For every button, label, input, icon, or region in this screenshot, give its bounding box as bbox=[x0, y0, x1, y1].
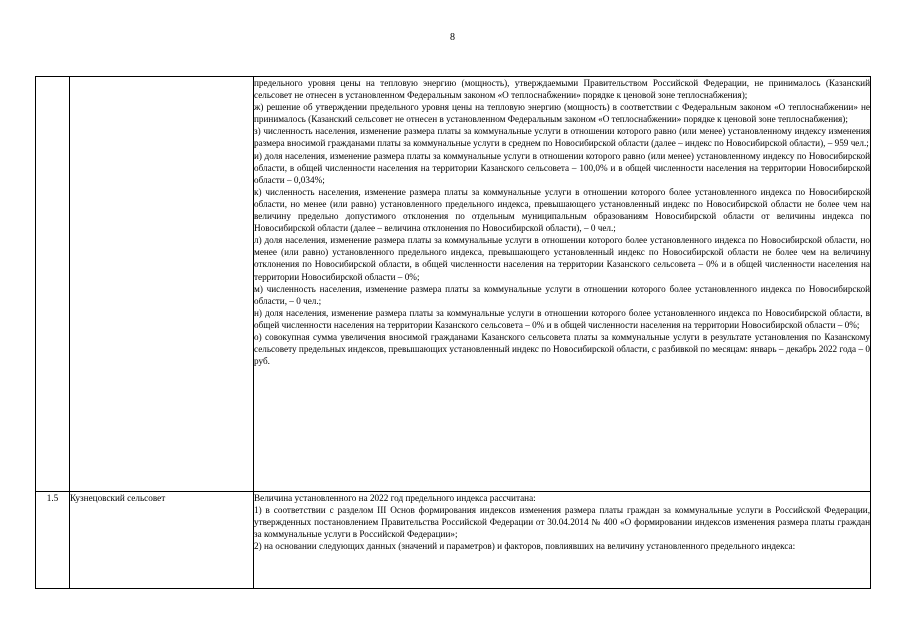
row-number-cell bbox=[36, 77, 70, 492]
paragraph: ж) решение об утверждении предельного уровня цены на тепловую энергию (мощность) в соответствии с Федеральным законом «О теплоснабжении» не принималось (Казанский сельсовет не отнесен в установленном Федеральным законом «О теплоснабжении» порядке к ценовой зоне теплоснабжения); bbox=[254, 102, 870, 125]
paragraph: н) доля населения, изменение размера платы за коммунальные услуги в отношении которого более установленного индекса по Новосибирской области, в общей численности населения на территории Казанского сельсовета – 0% и в общей численности населения на территории Новосибирской области – 0%; bbox=[254, 307, 870, 330]
paragraph: 2) на основании следующих данных (значений и параметров) и факторов, повлиявших на величину установленного предельного индекса: bbox=[254, 541, 796, 552]
paragraph: к) численность населения, изменение размера платы за коммунальные услуги в отношении которого более установленного индекса по Новосибирской области, но менее (или равно) установленного предельного индекса, превышающего установленный индекс по Новосибирской области не более чем на величину предельно допустимого отклонения по отдельным муниципальным образованиям Новосибирской области от величины индекса по Новосибирской области (далее – величина отклонения по Новосибирской области), – 0 чел.; bbox=[254, 186, 870, 234]
table-row bbox=[36, 492, 871, 589]
paragraph: 1) в соответствии с разделом III Основ формирования индексов изменения размера платы граждан за коммунальные услуги в Российской Федерации, утвержденных постановлением Правительства Российской Федерации от 30.04.2014 № 400 «О формировании индексов изменения размера платы граждан за коммунальные услуги в Российской Федерации»; bbox=[254, 505, 870, 540]
paragraph: л) доля населения, изменение размера платы за коммунальные услуги в отношении которого более установленного индекса по Новосибирской области, но менее (или равно) установленного предельного индекса, превышающего установленный индекс по Новосибирской области не более чем на величину отклонения по Новосибирской области, в общей численности населения на территории Казанского сельсовета – 0% и в общей численности населения на территории Новосибирской области – 0%; bbox=[254, 235, 870, 282]
row-name-cell bbox=[70, 77, 254, 492]
paragraph: о) совокупная сумма увеличения вносимой гражданами Казанского сельсовета платы за коммунальные услуги в результате установления по Казанскому сельсовету предельных индексов, превышающих установленный индекс по Новосибирской области, с разбивкой по месяцам: январь – декабрь 2022 года – 0 руб. bbox=[254, 331, 870, 367]
paragraph: Величина установленного на 2022 год предельного индекса рассчитана: bbox=[254, 493, 536, 503]
row-name-cell: Кузнецовский сельсовет bbox=[70, 492, 254, 589]
table-row bbox=[36, 77, 871, 492]
paragraph: предельного уровня цены на тепловую энергию (мощность), утверждаемыми Правительством Российской Федерации, не принималось (Казанский сельсовет не отнесен в установленном Федеральным законом «О теплоснабжении» порядке к ценовой зоне теплоснабжения); bbox=[254, 78, 870, 101]
row-number-cell: 1.5 bbox=[36, 492, 70, 589]
page-number: 8 bbox=[450, 32, 455, 43]
row-text-cell bbox=[254, 492, 871, 589]
paragraph: и) доля населения, изменение размера платы за коммунальные услуги в отношении которого равно (или менее) установленному индексу по Новосибирской области, в общей численности населения на территории Казанского сельсовета – 100,0% и в общей численности населения на территории Новосибирской области – 0,034%; bbox=[254, 150, 870, 185]
paragraph: з) численность населения, изменение размера платы за коммунальные услуги в отношении которого равно (или менее) установленному индексу изменения размера вносимой гражданами платы за коммунальные услуги в среднем по Новосибирской области (далее – индекс по Новосибирской области), – 959 чел.; bbox=[254, 126, 870, 149]
content-table bbox=[35, 76, 871, 589]
row-text-cell bbox=[254, 77, 871, 492]
paragraph: м) численность населения, изменение размера платы за коммунальные услуги в отношении которого более установленного индекса по Новосибирской области, – 0 чел.; bbox=[254, 283, 870, 306]
